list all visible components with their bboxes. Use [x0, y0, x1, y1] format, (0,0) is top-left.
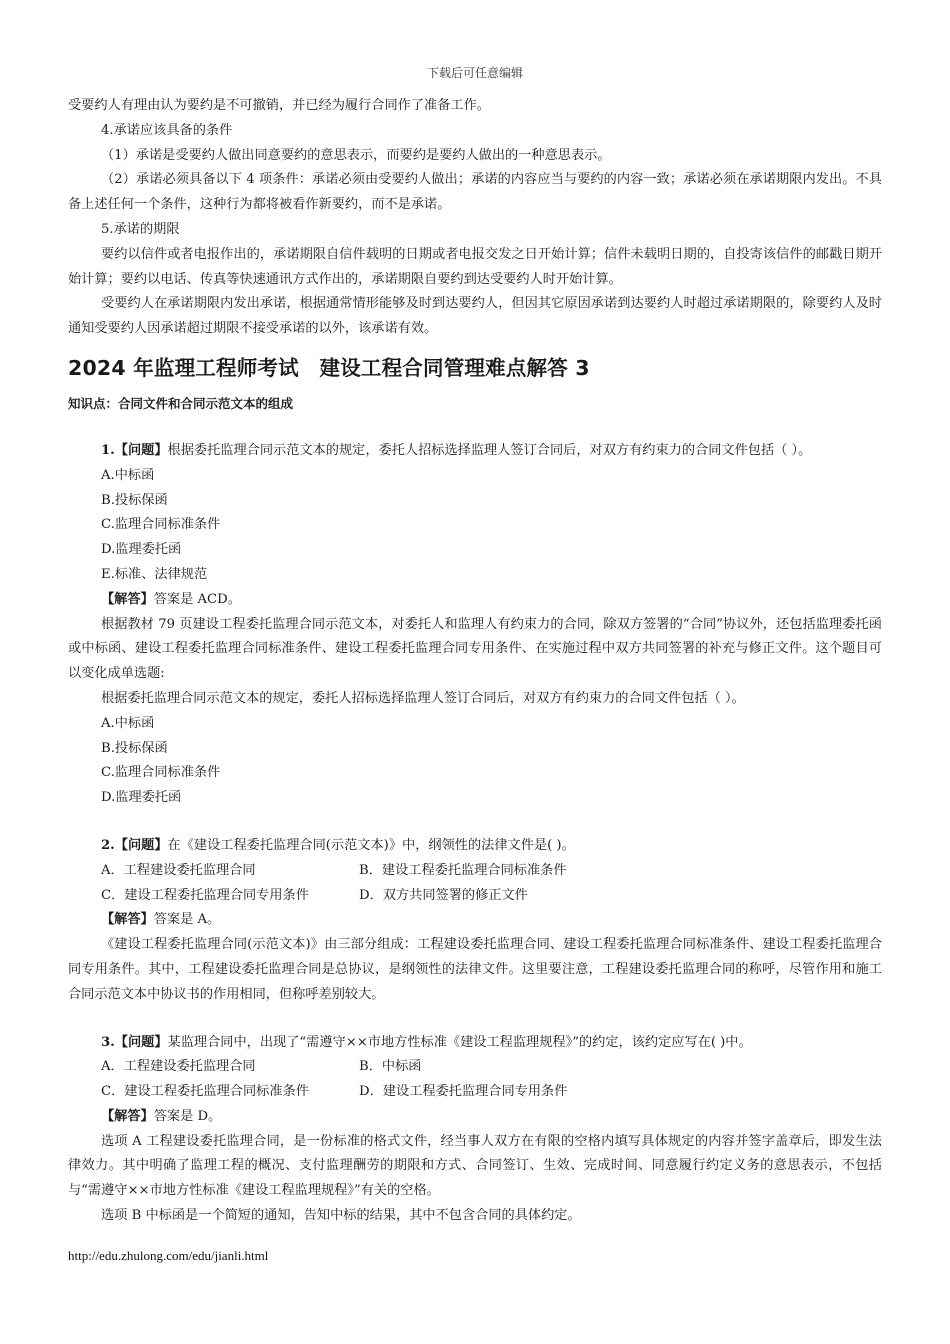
intro-paragraph: 受要约人在承诺期限内发出承诺，根据通常情形能够及时到达要约人，但因其它原因承诺到达要约人时超过承诺期限的，除要约人及时通知受要约人因承诺超过期限不接受承诺的以外，该承诺有效。 — [68, 296, 882, 337]
option-row — [68, 884, 882, 909]
option-row — [68, 1080, 882, 1105]
question-3 — [68, 1031, 882, 1056]
question-1 — [68, 439, 882, 464]
option: C.监理合同标准条件 — [101, 765, 221, 781]
option: E.标准、法律规范 — [101, 566, 208, 582]
option-row — [68, 859, 882, 884]
option: B．中标函 — [359, 1059, 422, 1075]
option: C．建设工程委托监理合同专用条件 — [101, 887, 309, 903]
question-text: 根据委托监理合同示范文本的规定，委托人招标选择监理人签订合同后，对双方有约束力的合同文件包括（ ）。 — [167, 442, 812, 458]
option: C.监理合同标准条件 — [101, 517, 221, 533]
question-text: 在《建设工程委托监理合同(示范文本)》中，纲领性的法律文件是( )。 — [167, 837, 575, 853]
option-row — [68, 1055, 882, 1080]
variant-question: 根据委托监理合同示范文本的规定，委托人招标选择监理人签订合同后，对双方有约束力的合同文件包括（ ）。 — [101, 690, 745, 706]
question-head: 3.【问题】 — [101, 1034, 168, 1050]
question-text: 某监理合同中，出现了“需遵守××市地方性标准《建设工程监理规程》”的约定，该约定应写在( )中。 — [167, 1034, 752, 1050]
answer-label: 【解答】 — [101, 912, 154, 928]
intro-paragraph: 受要约人有理由认为要约是不可撤销，并已经为履行合同作了准备工作。 — [68, 98, 490, 113]
option: D．双方共同签署的修正文件 — [359, 887, 528, 903]
option: D.监理委托函 — [101, 790, 182, 806]
explanation-3b: 选项 B 中标函是一个简短的通知，告知中标的结果，其中不包含合同的具体约定。 — [101, 1208, 581, 1224]
question-head: 1.【问题】 — [101, 442, 168, 458]
option: B．建设工程委托监理合同标准条件 — [359, 862, 567, 878]
intro-heading: 4.承诺应该具备的条件 — [101, 122, 233, 138]
answer-text: 答案是 D。 — [153, 1108, 222, 1124]
document-body — [68, 94, 882, 1229]
option: A.中标函 — [101, 715, 155, 731]
explanation-3a: 选项 A 工程建设委托监理合同，是一份标准的格式文件，经当事人双方在有限的空格内填写具体规定的内容并签字盖章后，即发生法律效力。其中明确了监理工程的概况、支付监理酬劳的期限和方式、合同签订、生效、完成时间、同意履行约定义务的意思表示，不包括与“需遵守××市地方性标准《建设工程监理规程》”有关的空格。 — [68, 1133, 882, 1199]
option: C．建设工程委托监理合同标准条件 — [101, 1084, 309, 1100]
section-title: 2024 年监理工程师考试 建设工程合同管理难点解答 3 — [68, 355, 590, 380]
explanation-1: 根据教材 79 页建设工程委托监理合同示范文本，对委托人和监理人有约束力的合同，除双方签署的“合同”协议外，还包括监理委托函或中标函、建设工程委托监理合同标准条件、建设工程委托监理合同专用条件、在实施过程中双方共同签署的补充与修正文件。这个题目可以变化成单选题: — [68, 616, 882, 682]
option: A．工程建设委托监理合同 — [101, 1059, 256, 1075]
option: D．建设工程委托监理合同专用条件 — [359, 1084, 568, 1100]
answer-label: 【解答】 — [101, 591, 154, 607]
explanation-2: 《建设工程委托监理合同(示范文本)》由三部分组成：工程建设委托监理合同、建设工程委托监理合同标准条件、建设工程委托监理合同专用条件。其中，工程建设委托监理合同是总协议，是纲领性的法律文件。这里要注意，工程建设委托监理合同的称呼，尽管作用和施工合同示范文本中协议书的作用相同，但称呼差别较大。 — [68, 937, 882, 1002]
knowledge-point: 知识点：合同文件和合同示范文本的组成 — [68, 395, 294, 411]
question-head: 2.【问题】 — [101, 837, 168, 853]
answer-2 — [68, 908, 882, 933]
footer-url[interactable]: http://edu.zhulong.com/edu/jianli.html — [68, 1248, 269, 1263]
intro-paragraph: （1）承诺是受要约人做出同意要约的意思表示，而要约是要约人做出的一种意思表示。 — [101, 147, 611, 163]
option: B.投标保函 — [101, 740, 168, 756]
answer-text: 答案是 A。 — [153, 912, 221, 928]
option: A．工程建设委托监理合同 — [101, 862, 256, 878]
answer-3 — [68, 1105, 882, 1130]
answer-1 — [68, 588, 882, 613]
question-2 — [68, 834, 882, 859]
intro-heading: 5.承诺的期限 — [101, 221, 180, 237]
answer-text: 答案是 ACD。 — [153, 591, 241, 607]
option: B.投标保函 — [101, 492, 168, 508]
option: A.中标函 — [101, 467, 155, 483]
option: D.监理委托函 — [101, 542, 182, 558]
intro-paragraph: 要约以信件或者电报作出的，承诺期限自信件载明的日期或者电报交发之日开始计算；信件未载明日期的，自投寄该信件的邮戳日期开始计算；要约以电话、传真等快速通讯方式作出的，承诺期限自要约到达受要约人时开始计算。 — [68, 246, 882, 287]
page-header: 下载后可任意编辑 — [426, 66, 523, 80]
answer-label: 【解答】 — [101, 1108, 154, 1124]
intro-paragraph: （2）承诺必须具备以下 4 项条件：承诺必须由受要约人做出；承诺的内容应当与要约的内容一致；承诺必须在承诺期限内发出。不具备上述任何一个条件，这种行为都将被看作新要约，而不是承诺。 — [68, 172, 882, 213]
